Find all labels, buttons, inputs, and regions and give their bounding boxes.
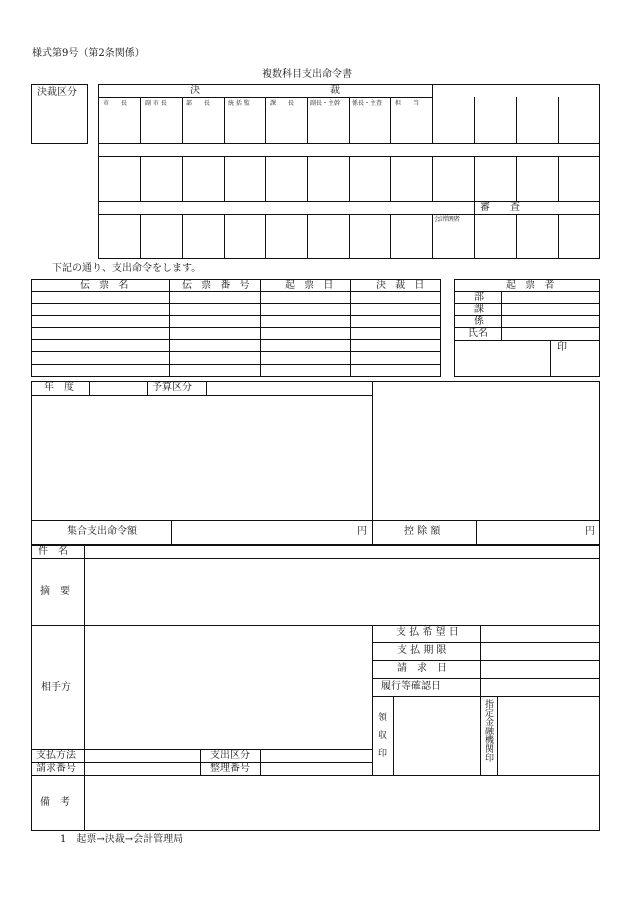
deduction-label: 控 除 額: [404, 526, 441, 537]
role-section-chief: 課 長: [270, 100, 295, 107]
desired-date-label: 支 払 希 望 日: [396, 627, 459, 638]
drafter-name: 氏名: [468, 328, 488, 339]
approval-header-left: 決: [190, 85, 200, 96]
role-mayor: 市 長: [103, 100, 128, 107]
confirm-date-label: 履行等確認日: [381, 681, 441, 692]
role-deputy-chief: 副長・主幹: [310, 100, 341, 107]
draft-date-header: 起 票 日: [285, 280, 337, 291]
invoice-number-label: 請求番号: [36, 763, 76, 774]
drafter-dept: 部: [474, 292, 484, 303]
drafter-unit: 係: [474, 316, 484, 327]
deadline-label: 支 払 期 限: [397, 645, 447, 656]
budget-category-label: 予算区分: [152, 382, 192, 393]
role-director: 部 長: [186, 100, 211, 107]
deduction-yen: 円: [585, 526, 595, 537]
summary-label: 摘 要: [40, 586, 70, 597]
role-staff: 担 当: [395, 100, 420, 107]
receipt-seal-label: 領収印: [376, 712, 386, 766]
approval-category-label: 決裁区分: [37, 87, 77, 98]
footnote: 1 起票→決裁→会計管理局: [60, 834, 184, 845]
audit-label: 審 査: [480, 202, 520, 213]
bank-seal-label: 指定金融機関印: [483, 699, 493, 762]
page-title: 複数科目支出命令書: [262, 69, 352, 80]
role-deputy-mayor: 副 市 長: [145, 100, 167, 107]
counterparty-label: 相手方: [41, 682, 71, 693]
drafter-seal: 印: [557, 342, 567, 353]
expense-category-label: 支出区分: [210, 750, 250, 761]
approval-date-header: 決 裁 日: [376, 280, 428, 291]
role-supervisor: 統 括 監: [228, 100, 250, 107]
claim-date-label: 請 求 日: [397, 663, 447, 674]
voucher-name-header: 伝 票 名: [80, 280, 132, 291]
remarks-label: 備 考: [40, 797, 70, 808]
total-amount-label: 集合支出命令額: [67, 526, 137, 537]
instruction-text: 下記の通り、支出命令をします。: [52, 263, 202, 274]
subject-label: 件 名: [38, 546, 68, 557]
approval-header-right: 裁: [330, 85, 340, 96]
drafter-header: 起 票 者: [506, 280, 558, 291]
role-subsection-chief: 係長・主査: [352, 100, 383, 107]
drafter-section: 課: [474, 304, 484, 315]
fiscal-year-label: 年 度: [44, 382, 74, 393]
ref-number-label: 整理番号: [210, 763, 250, 774]
voucher-number-header: 伝 票 番 号: [182, 280, 253, 291]
audit-small-label: 会計管理者: [434, 216, 460, 223]
payment-method-label: 支払方法: [36, 750, 76, 761]
form-number: 様式第9号（第2条関係）: [32, 48, 145, 59]
total-yen: 円: [357, 526, 367, 537]
